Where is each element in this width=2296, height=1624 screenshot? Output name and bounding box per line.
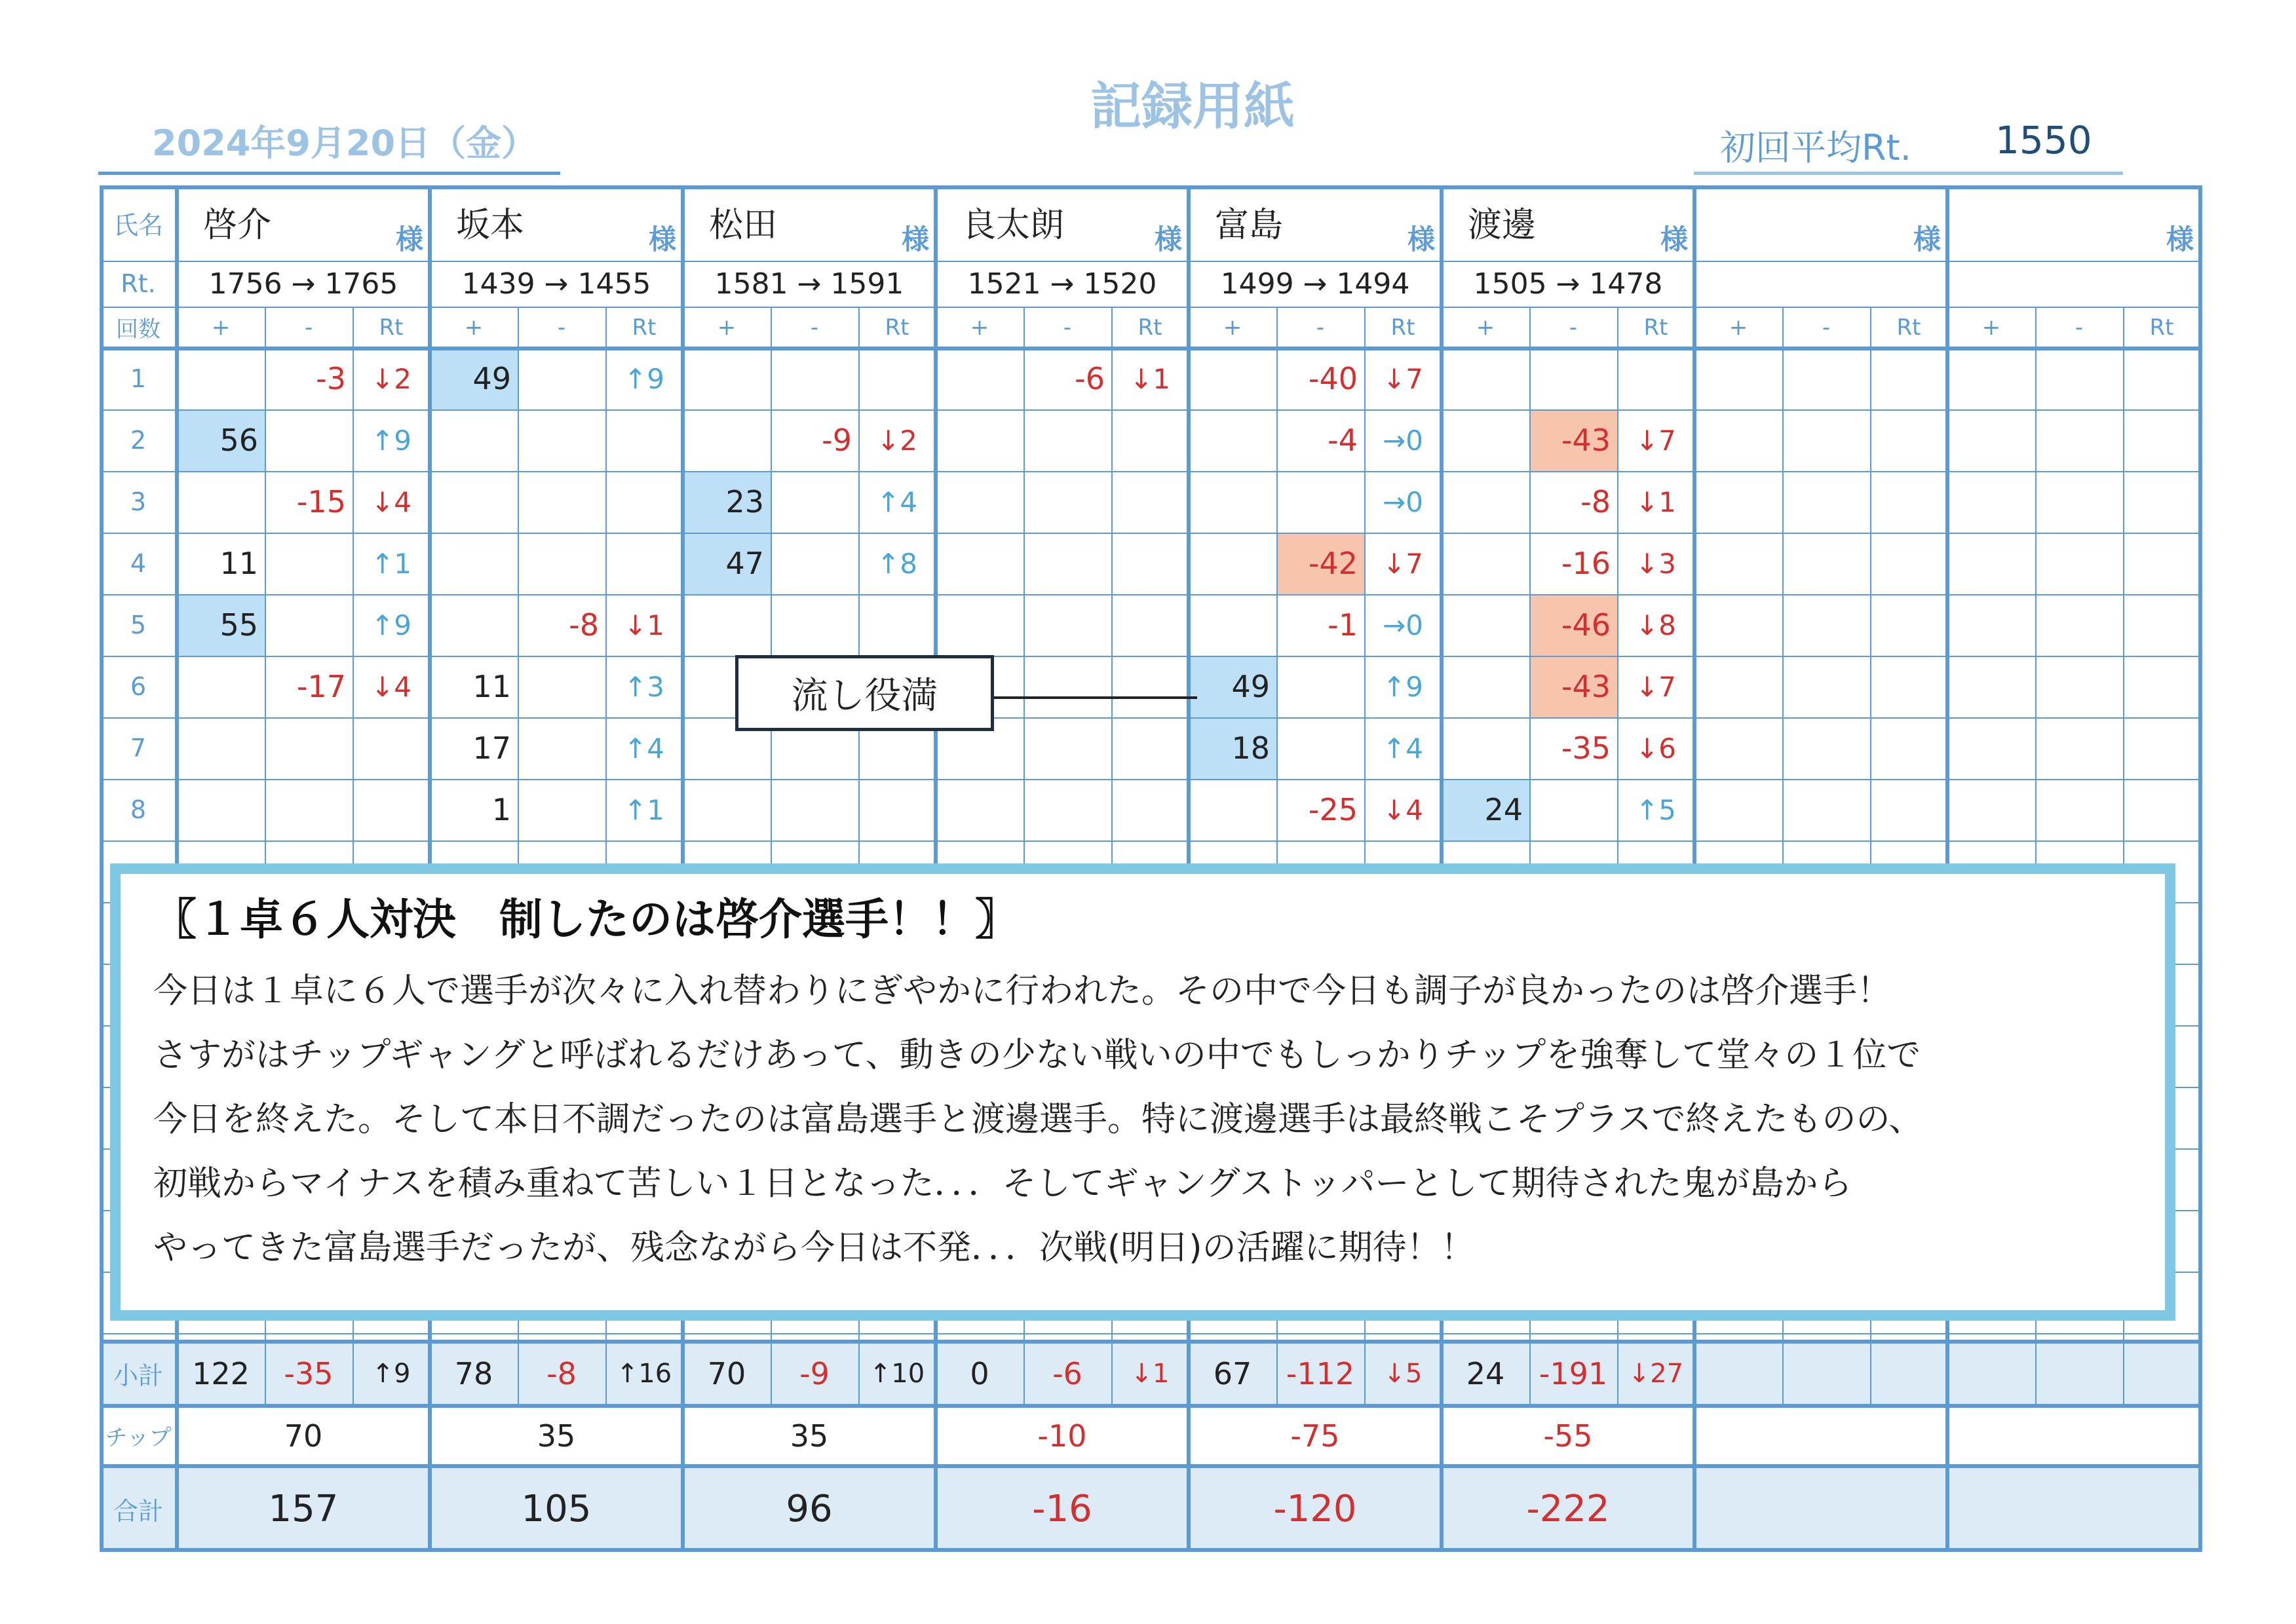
rt-change: ↑9 <box>624 362 664 395</box>
rt-change: ↓2 <box>371 362 411 395</box>
date: 2024年9月20日（金） <box>152 123 537 164</box>
rt-change: ↓4 <box>371 670 411 703</box>
grid-border-v <box>2198 185 2202 1552</box>
minus-header: - <box>1822 314 1831 341</box>
rt-change: ↑4 <box>1383 732 1423 765</box>
grid-line-h <box>100 594 2200 595</box>
rt-change: ↓2 <box>877 424 917 457</box>
total-background <box>1694 1466 1947 1552</box>
subtotal-rt: ↑10 <box>869 1358 925 1389</box>
sama-label: 様 <box>396 223 424 255</box>
player-rating: 1521 → 1520 <box>967 267 1157 301</box>
sama-label: 様 <box>649 223 677 255</box>
rt-change: ↓4 <box>1383 793 1423 826</box>
rt-change: →0 <box>1383 485 1423 518</box>
minus-score: -6 <box>1075 361 1105 396</box>
minus-score: -9 <box>822 423 852 458</box>
grid-border-h <box>100 185 2200 189</box>
initial-rating-label: 初回平均Rt. <box>1720 127 1911 168</box>
minus-header: - <box>557 314 566 341</box>
plus-score: 1 <box>491 792 511 827</box>
rt-change: ↓7 <box>1636 424 1676 457</box>
grid-border-h <box>100 1464 2200 1468</box>
chip-value: -10 <box>1037 1418 1087 1454</box>
grid-line-h <box>100 779 2200 780</box>
rt-change: ↓1 <box>624 609 664 641</box>
total-value: -16 <box>1032 1488 1092 1530</box>
sama-label: 様 <box>1660 223 1689 255</box>
total-label: 合計 <box>113 1497 163 1526</box>
plus-score: 17 <box>472 730 511 766</box>
minus-score: -42 <box>1308 546 1358 581</box>
round-number: 2 <box>130 426 147 455</box>
plus-header: + <box>717 314 737 341</box>
subtotal-plus: 0 <box>970 1355 989 1391</box>
name-label: 氏名 <box>113 211 163 240</box>
plus-header: + <box>1729 314 1748 341</box>
minus-header: - <box>810 314 819 341</box>
minus-score: -43 <box>1561 423 1611 458</box>
rating-label: Rt. <box>121 269 156 298</box>
total-value: -120 <box>1273 1488 1357 1530</box>
grid-line-h <box>100 261 2200 262</box>
total-value: -222 <box>1526 1488 1610 1530</box>
minus-score: -40 <box>1308 361 1358 396</box>
rt-change: →0 <box>1383 424 1423 457</box>
minus-score: -1 <box>1328 607 1358 643</box>
chip-value: 70 <box>284 1418 323 1454</box>
plus-score: 56 <box>220 423 258 458</box>
minus-score: -3 <box>316 361 346 396</box>
subtotal-rt: ↑16 <box>616 1358 672 1389</box>
rt-change: ↑4 <box>624 732 664 765</box>
subtotal-plus: 78 <box>454 1355 493 1391</box>
grid-border-h <box>100 347 2200 350</box>
plus-header: + <box>970 314 989 341</box>
grid-line-h <box>100 656 2200 657</box>
sama-label: 様 <box>1155 223 1183 255</box>
minus-score: -16 <box>1561 546 1611 581</box>
subtotal-rt: ↓1 <box>1130 1358 1170 1389</box>
player-rating: 1581 → 1591 <box>714 267 904 301</box>
subtotal-plus: 122 <box>192 1355 250 1391</box>
rt-change: ↑5 <box>1636 793 1676 826</box>
rt-change: ↓7 <box>1636 670 1676 703</box>
rt-change: ↓7 <box>1383 547 1423 580</box>
subtotal-minus: -35 <box>284 1355 334 1391</box>
player-rating: 1756 → 1765 <box>208 267 398 301</box>
article-box <box>110 863 2175 1321</box>
round-number: 3 <box>130 487 147 516</box>
rt-change: ↓8 <box>1636 609 1676 641</box>
chip-value: -55 <box>1543 1418 1593 1454</box>
player-rating: 1499 → 1494 <box>1220 267 1410 301</box>
rt-change: ↓7 <box>1383 362 1423 395</box>
rt-change: →0 <box>1383 609 1423 641</box>
subtotal-minus: -112 <box>1286 1355 1355 1391</box>
player-name: 坂本 <box>456 206 525 245</box>
rt-header: Rt <box>885 314 909 341</box>
rt-header: Rt <box>1643 314 1668 341</box>
callout-box: 流し役満 <box>735 655 994 731</box>
rt-header: Rt <box>632 314 657 341</box>
minus-header: - <box>1063 314 1072 341</box>
plus-header: + <box>211 314 231 341</box>
plus-score: 11 <box>472 669 511 704</box>
minus-score: -25 <box>1308 792 1358 827</box>
subtotal-plus: 67 <box>1213 1355 1252 1391</box>
rt-change: ↑4 <box>877 485 917 518</box>
sama-label: 様 <box>1913 223 1942 255</box>
subtotal-background <box>1694 1342 1947 1405</box>
minus-score: -17 <box>296 669 346 704</box>
total-background <box>1947 1466 2200 1552</box>
player-name: 富島 <box>1215 206 1284 245</box>
plus-score: 47 <box>725 546 764 581</box>
chip-value: 35 <box>537 1418 576 1454</box>
grid-border-h <box>100 1548 2200 1552</box>
subtotal-minus: -6 <box>1052 1355 1082 1391</box>
minus-header: - <box>1569 314 1578 341</box>
subtotal-background <box>1947 1342 2200 1405</box>
grid-line-h <box>100 1333 2200 1334</box>
grid-line-h <box>100 840 2200 842</box>
article-heading: 〖１卓６人対決 制したのは啓介選手！！〗 <box>153 894 1018 945</box>
grid-border-h <box>100 1340 2200 1344</box>
plus-header: + <box>1981 314 2001 341</box>
round-number: 4 <box>130 549 147 578</box>
rt-change: ↓3 <box>1636 547 1676 580</box>
rt-change: ↑1 <box>371 547 411 580</box>
minus-score: -15 <box>296 484 346 519</box>
round-label: 回数 <box>116 316 161 343</box>
rt-change: ↓1 <box>1636 485 1676 518</box>
grid-line-h <box>100 717 2200 719</box>
initial-rating-value: 1550 <box>1995 118 2092 162</box>
rt-header: Rt <box>1896 314 1921 341</box>
subtotal-rt: ↑9 <box>372 1358 411 1389</box>
player-name: 松田 <box>709 206 778 245</box>
minus-header: - <box>2075 314 2084 341</box>
minus-score: -43 <box>1561 669 1611 704</box>
rt-change: ↑1 <box>624 793 664 826</box>
subtotal-minus: -191 <box>1539 1355 1608 1391</box>
sama-label: 様 <box>902 223 930 255</box>
callout-leader-line <box>994 696 1197 699</box>
player-rating: 1505 → 1478 <box>1473 267 1663 301</box>
rt-change: ↓4 <box>371 485 411 518</box>
grid-line-h <box>100 471 2200 472</box>
rt-change: ↑9 <box>371 424 411 457</box>
article-body: 今日は１卓に６人で選手が次々に入れ替わりにぎやかに行われた。その中で今日も調子が良かったのは啓介選手！ さすがはチップギャングと呼ばれるだけあって、動きの少ない戦いの中でもしっかりチップを強奪して堂々の１位で 今日を終えた。そして本日不調だったのは富島選手と渡邊選手。特に渡邊選手は最終戦こそプラスで終えたものの、 初戦からマイナスを積み重ねて苦しい１日となった．．．そしてギャングストッパーとして期待された鬼が島から やってきた富島選手だったが、残念ながら今日は不発．．．次戦(明日)の活躍に期待！！ <box>153 972 1923 1268</box>
grid-border-h <box>100 1404 2200 1408</box>
plus-header: + <box>1476 314 1495 341</box>
rt-change: ↑9 <box>371 609 411 641</box>
sama-label: 様 <box>2166 223 2194 255</box>
plus-score: 23 <box>725 484 764 519</box>
rt-change: ↓6 <box>1636 732 1676 765</box>
total-value: 105 <box>521 1488 592 1530</box>
plus-score: 24 <box>1484 792 1523 827</box>
subtotal-plus: 24 <box>1466 1355 1505 1391</box>
total-value: 157 <box>268 1488 339 1530</box>
subtotal-rt: ↓27 <box>1628 1358 1684 1389</box>
rt-header: Rt <box>2149 314 2174 341</box>
minus-score: -35 <box>1561 730 1611 766</box>
rt-change: ↓1 <box>1130 362 1170 395</box>
rt-header: Rt <box>1138 314 1162 341</box>
rt-change: ↑3 <box>624 670 664 703</box>
plus-header: + <box>464 314 484 341</box>
subtotal-minus: -8 <box>546 1355 577 1391</box>
round-number: 5 <box>130 611 147 639</box>
chip-value: 35 <box>790 1418 829 1454</box>
rt-header: Rt <box>1390 314 1415 341</box>
subtotal-label: 小計 <box>113 1361 163 1390</box>
sama-label: 様 <box>1407 223 1436 255</box>
grid-line-h <box>100 307 2200 308</box>
plus-score: 49 <box>472 361 511 396</box>
rt-header: Rt <box>379 314 404 341</box>
chip-label: チップ <box>105 1425 172 1451</box>
total-value: 96 <box>786 1488 833 1530</box>
round-number: 8 <box>130 795 147 824</box>
minus-score: -8 <box>1580 484 1611 519</box>
round-number: 1 <box>130 364 147 393</box>
minus-header: - <box>1316 314 1325 341</box>
player-rating: 1439 → 1455 <box>461 267 651 301</box>
plus-score: 49 <box>1231 669 1270 704</box>
round-number: 6 <box>130 672 147 701</box>
rt-change: ↑9 <box>1383 670 1423 703</box>
plus-score: 18 <box>1231 730 1270 766</box>
player-name: 啓介 <box>203 206 272 245</box>
player-name: 良太朗 <box>962 206 1065 245</box>
plus-header: + <box>1223 314 1242 341</box>
chip-value: -75 <box>1290 1418 1340 1454</box>
player-rating <box>1694 261 1947 307</box>
round-number: 7 <box>130 734 147 763</box>
plus-score: 11 <box>220 546 258 581</box>
minus-score: -8 <box>569 607 599 643</box>
minus-score: -46 <box>1561 607 1611 643</box>
page-title: 記録用紙 <box>1090 77 1295 136</box>
player-rating <box>1947 261 2200 307</box>
subtotal-plus: 70 <box>707 1355 746 1391</box>
subtotal-minus: -9 <box>799 1355 830 1391</box>
minus-header: - <box>304 314 313 341</box>
initial-rating-underline <box>1694 172 2123 175</box>
rt-change: ↑8 <box>877 547 917 580</box>
grid-line-h <box>100 409 2200 411</box>
grid-border-v <box>100 185 104 1552</box>
subtotal-rt: ↓5 <box>1383 1358 1423 1389</box>
date-underline <box>98 172 560 175</box>
minus-score: -4 <box>1328 423 1358 458</box>
plus-score: 55 <box>220 607 258 643</box>
player-name: 渡邊 <box>1468 206 1537 245</box>
grid-line-h <box>100 533 2200 534</box>
